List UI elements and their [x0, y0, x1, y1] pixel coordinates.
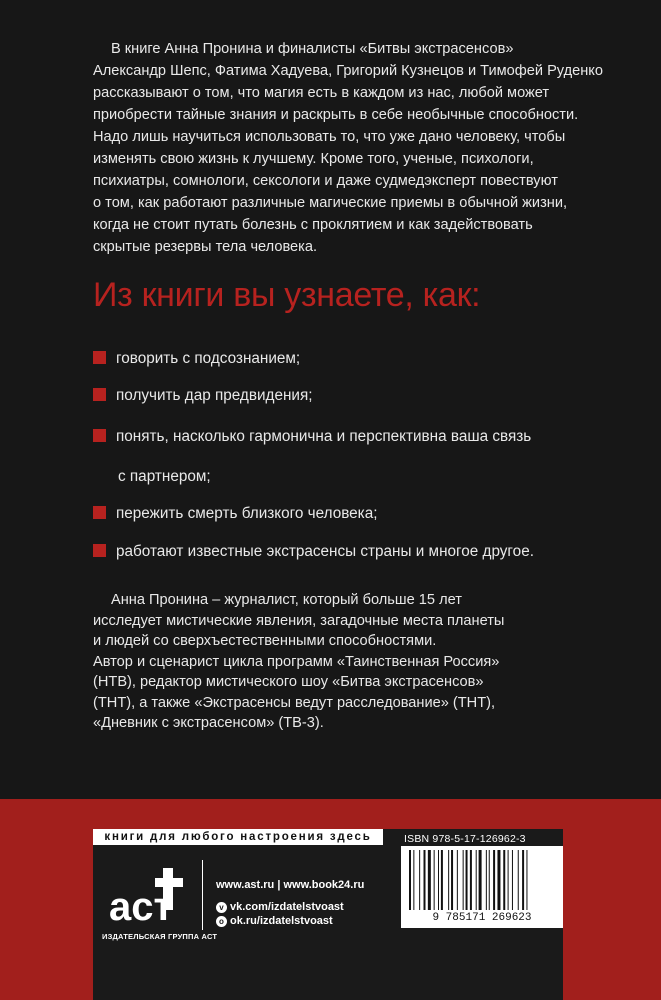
section-heading: Из книги вы узнаете, как:	[93, 276, 481, 314]
barcode-bar	[470, 850, 472, 910]
author-line: «Дневник с экстрасенсом» (ТВ-3).	[93, 715, 324, 731]
author-line: Анна Пронина – журналист, который больше 15 лет	[111, 592, 462, 608]
intro-line: когда не стоит путать болезнь с проклятием и как задействовать	[93, 217, 533, 233]
intro-line: изменять свою жизнь к лучшему. Кроме того, ученые, психологи,	[93, 151, 534, 167]
intro-line: приобрести тайные знания и раскрыть в себе необычные способности.	[93, 107, 579, 123]
list-item-text: говорить с подсознанием;	[116, 350, 301, 367]
author-line: (НТВ), редактор мистического шоу «Битва экстрасенсов»	[93, 674, 484, 690]
barcode-bar	[413, 850, 414, 910]
intro-paragraph	[93, 38, 603, 258]
intro-line: скрытые резервы тела человека.	[93, 239, 318, 255]
list-item	[93, 386, 312, 406]
barcode-bar	[441, 850, 443, 910]
social-link-text: vk.com/izdatelstvoast	[230, 901, 344, 913]
list-item-continuation: с партнером;	[118, 468, 211, 485]
social-link-text: ok.ru/izdatelstvoast	[230, 915, 333, 927]
barcode-bar	[419, 850, 420, 910]
barcode-digits: 9 785171 269623	[404, 912, 560, 924]
barcode-bar	[503, 850, 505, 910]
barcode-bar	[518, 850, 519, 910]
barcode-bar	[493, 850, 495, 910]
barcode-bar	[409, 850, 411, 910]
bullet-square-icon	[93, 544, 106, 557]
barcode-bar	[486, 850, 487, 910]
barcode-bar	[428, 850, 431, 910]
barcode-bar	[479, 850, 482, 910]
logo-text: аст	[109, 885, 174, 928]
publisher-logo	[107, 866, 187, 933]
barcode-bar	[434, 850, 435, 910]
barcode-bar	[451, 850, 453, 910]
author-line: Автор и сценарист цикла программ «Таинственная Россия»	[93, 653, 500, 670]
list-item-text: понять, насколько гармонична и перспективна ваша связь	[116, 428, 532, 445]
author-bio	[93, 590, 563, 734]
bullet-square-icon	[93, 429, 106, 442]
publisher-name: ИЗДАТЕЛЬСКАЯ ГРУППА АСТ	[102, 932, 218, 941]
barcode-bar	[463, 850, 464, 910]
list-item-text: пережить смерть близкого человека;	[116, 505, 378, 522]
intro-line: рассказывают о том, что магия есть в каждом из нас, любой может	[93, 85, 550, 101]
list-item-text: получить дар предвидения;	[116, 387, 313, 404]
barcode-bar	[476, 850, 477, 910]
barcode-bar	[512, 850, 513, 910]
intro-line: психиатры, сомнологи, сексологи и даже судмедэксперт повествуют	[93, 173, 558, 189]
website-links[interactable]: www.ast.ru | www.book24.ru	[216, 879, 365, 891]
tagline: книги для любого настроения здесь	[93, 829, 383, 845]
barcode-bar	[497, 850, 500, 910]
list-item	[93, 349, 300, 369]
intro-line: о том, как работают различные магические приемы в обычной жизни,	[93, 195, 568, 211]
list-item	[93, 427, 531, 447]
ok-icon: o	[216, 916, 227, 927]
divider	[202, 860, 203, 930]
barcode-bar	[466, 850, 468, 910]
isbn-text: ISBN 978-5-17-126962-3	[404, 833, 526, 845]
list-item	[93, 504, 377, 524]
barcode-bar	[438, 850, 439, 910]
intro-line: Надо лишь научиться использовать то, что уже дано человеку, чтобы	[93, 129, 566, 145]
barcode-bar	[457, 850, 458, 910]
social-link-ok[interactable]	[216, 915, 333, 927]
barcode-bar	[489, 850, 490, 910]
author-line: (ТНТ), а также «Экстрасенсы ведут расследование» (ТНТ),	[93, 694, 496, 711]
intro-line: Александр Шепс, Фатима Хадуева, Григорий Кузнецов и Тимофей Руденко	[93, 63, 603, 79]
vk-icon: v	[216, 902, 227, 913]
bullet-square-icon	[93, 506, 106, 519]
barcode-icon	[401, 846, 563, 912]
barcode-bar	[424, 850, 426, 910]
list-item	[93, 542, 534, 562]
bullet-square-icon	[93, 351, 106, 364]
ast-logo-icon	[107, 866, 187, 928]
bullet-square-icon	[93, 388, 106, 401]
barcode-bar	[508, 850, 509, 910]
author-line: исследует мистические явления, загадочные места планеты	[93, 612, 505, 629]
list-item-text: работают известные экстрасенсы страны и многое другое.	[116, 543, 534, 560]
intro-line: В книге Анна Пронина и финалисты «Битвы экстрасенсов»	[111, 41, 514, 57]
barcode-bar	[522, 850, 524, 910]
author-line: и людей со сверхъестественными способностями.	[93, 633, 437, 649]
social-link-vk[interactable]	[216, 901, 344, 913]
barcode-bar	[526, 850, 527, 910]
barcode-bar	[448, 850, 449, 910]
